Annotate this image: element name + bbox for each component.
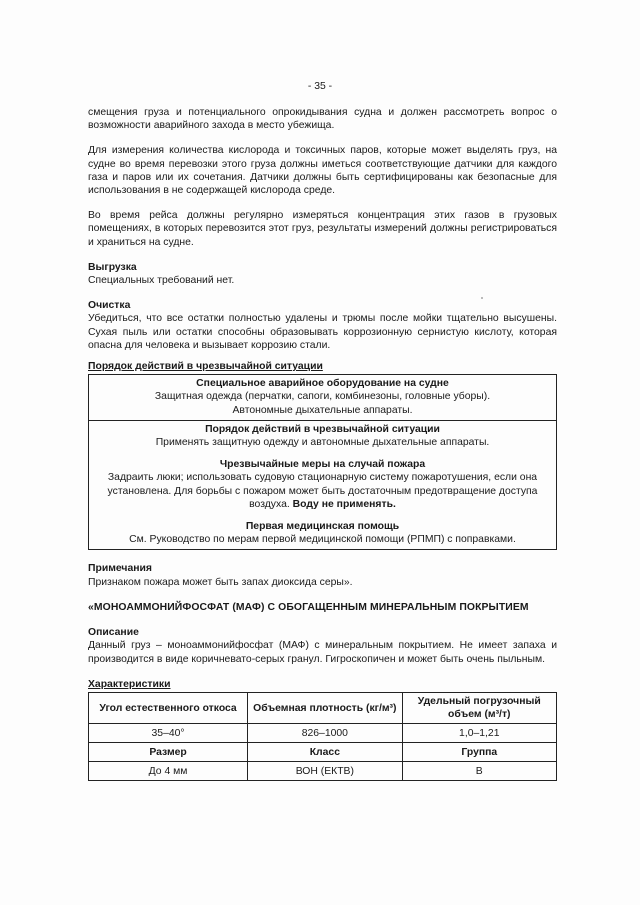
emergency-heading: Порядок действий в чрезвычайной ситуации <box>88 361 323 373</box>
intro-paragraph-2: Для измерения количества кислорода и токсичных паров, которые может выделять груз, на судне во время перевозки этого груза должны иметься соответствующие датчики для каждого газа и паров или их сочетания. Датчики должны быть сертифицированы как безопасные для использования в не содержащей кислорода среде. <box>88 145 557 197</box>
emergency-box <box>88 374 557 550</box>
fire-text <box>93 471 552 511</box>
equipment-line-1: Защитная одежда (перчатки, сапоги, комбинезоны, головные уборы). <box>154 391 491 403</box>
notes-heading: Примечания <box>88 563 152 575</box>
equipment-line-2: Автономные дыхательные аппараты. <box>232 404 413 416</box>
cargo-section-title: «МОНОАММОНИЙФОСФАТ (МАФ) С ОБОГАЩЕННЫМ МИНЕРАЛЬНЫМ ПОКРЫТИЕМ <box>88 601 529 613</box>
table-row <box>89 762 557 781</box>
scan-speck <box>481 297 483 299</box>
table-cell: 35–40° <box>89 724 248 743</box>
procedure-section <box>89 420 556 550</box>
unloading-text: Специальных требований нет. <box>88 275 235 287</box>
unloading-heading: Выгрузка <box>88 261 137 273</box>
table-cell: 826–1000 <box>248 724 402 743</box>
fire-title: Чрезвычайные меры на случай пожара <box>219 459 426 471</box>
equipment-title: Специальное аварийное оборудование на судне <box>196 378 449 390</box>
table-header-cell: Объемная плотность (кг/м³) <box>248 692 402 723</box>
table-row <box>89 724 557 743</box>
aid-text: См. Руководство по мерам первой медицинской помощи (РПМП) с поправками. <box>129 534 516 546</box>
table-row <box>89 692 557 723</box>
table-header-cell: Группа <box>402 743 556 762</box>
description-text: Данный груз – моноаммонийфосфат (МАФ) с минеральным покрытием. Не имеет запаха и производится в виде коричневато-серых гранул. Гигроскопичен и может быть очень пыльным. <box>88 640 557 665</box>
fire-text-main: Задраить люки; использовать судовую стационарную систему пожаротушения, если она установлена. Для борьбы с пожаром может быть достаточным предотвращение доступа воздуха. <box>107 472 538 510</box>
characteristics-table <box>88 692 557 781</box>
intro-paragraph-1: смещения груза и потенциального опрокидывания судна и должен рассмотреть вопрос о возможности аварийного захода в место убежища. <box>88 107 557 132</box>
intro-paragraph-3: Во время рейса должны регулярно измеряться концентрация этих газов в грузовых помещениях, в которых перевозится этот груз, результаты измерений должны регистрироваться и храниться на судне. <box>88 210 557 248</box>
table-header-cell: Удельный погрузочный объем (м³/т) <box>402 692 556 723</box>
table-cell: ВОН (ЕКТВ) <box>248 762 402 781</box>
characteristics-heading: Характеристики <box>88 678 171 690</box>
cleaning-text: Убедиться, что все остатки полностью удалены и трюмы после мойки тщательно высушены. Сухая пыль или остатки способны образовывать коррозионную сернистую кислоту, которая опасна для человека и вызывает коррозию стали. <box>88 313 557 351</box>
description-heading: Описание <box>88 627 139 639</box>
page-content <box>88 106 557 781</box>
table-cell: B <box>402 762 556 781</box>
table-row <box>89 743 557 762</box>
procedure-title: Порядок действий в чрезвычайной ситуации <box>205 423 440 435</box>
table-cell: До 4 мм <box>89 762 248 781</box>
table-header-cell: Угол естественного откоса <box>89 692 248 723</box>
equipment-section <box>89 375 556 420</box>
notes-text: Признаком пожара может быть запах диоксида серы». <box>88 576 353 588</box>
procedure-text: Применять защитную одежду и автономные дыхательные аппараты. <box>155 437 490 449</box>
cleaning-heading: Очистка <box>88 300 131 312</box>
page-number: - 35 - <box>307 81 333 92</box>
table-header-cell: Размер <box>89 743 248 762</box>
table-header-cell: Класс <box>248 743 402 762</box>
fire-text-bold: Воду не применять. <box>292 498 396 510</box>
aid-title: Первая медицинская помощь <box>245 521 400 533</box>
table-cell: 1,0–1,21 <box>402 724 556 743</box>
